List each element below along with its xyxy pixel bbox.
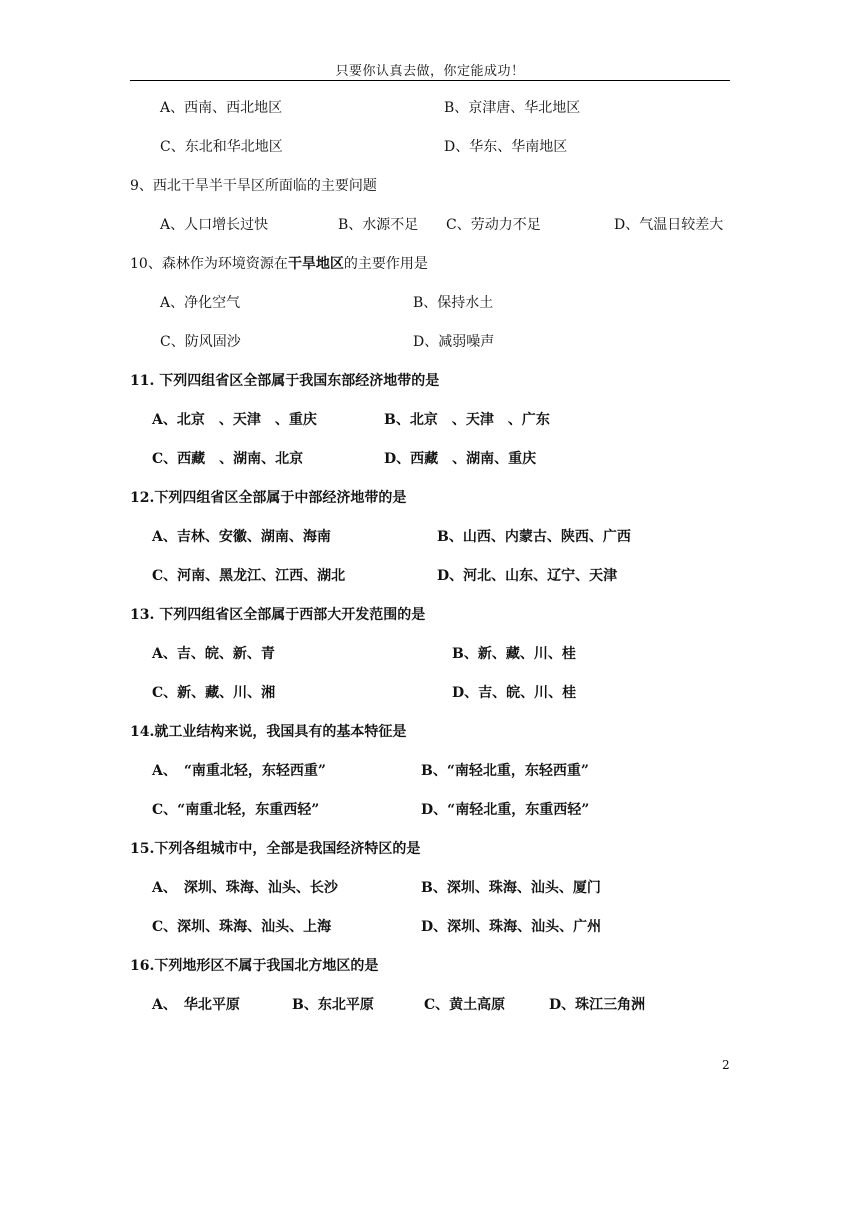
q14-option-b: B、“南轻北重，东轻西重” xyxy=(421,763,589,779)
q12-option-c: C、河南、黑龙江、江西、湖北 xyxy=(152,568,346,584)
q15-option-d: D、深圳、珠海、汕头、广州 xyxy=(421,919,602,935)
q8-option-c: C、东北和华北地区 xyxy=(160,139,283,155)
page-number: 2 xyxy=(722,1058,730,1072)
q13-stem: 13. 下列四组省区全部属于西部大开发范围的是 xyxy=(130,607,426,623)
q12-option-b: B、山西、内蒙古、陕西、广西 xyxy=(437,529,631,545)
q9-option-b: B、水源不足 xyxy=(338,217,419,233)
q16-option-c: C、黄土高原 xyxy=(424,997,506,1013)
q15-option-a: A、 深圳、珠海、汕头、长沙 xyxy=(152,880,338,896)
q12-option-a: A、吉林、安徽、湖南、海南 xyxy=(152,529,331,545)
q15-option-b: B、深圳、珠海、汕头、厦门 xyxy=(421,880,601,896)
q10-option-c: C、防风固沙 xyxy=(160,334,241,350)
q16-option-a: A、 华北平原 xyxy=(152,997,240,1013)
q14-option-d: D、“南轻北重，东重西轻” xyxy=(421,802,590,818)
q11-option-a: A、北京 、天津 、重庆 xyxy=(152,412,317,428)
q13-option-d: D、吉、皖、川、桂 xyxy=(452,685,577,701)
q10-option-b: B、保持水土 xyxy=(413,295,494,311)
q11-option-d: D、西藏 、湖南、重庆 xyxy=(384,451,537,467)
q16-option-d: D、珠江三角洲 xyxy=(549,997,646,1013)
q13-option-a: A、吉、皖、新、青 xyxy=(152,646,275,662)
q9-stem: 9、西北干旱半干旱区所面临的主要问题 xyxy=(130,178,377,194)
header-divider xyxy=(130,80,730,81)
q16-stem: 16.下列地形区不属于我国北方地区的是 xyxy=(130,958,379,974)
q9-option-d: D、气温日较差大 xyxy=(614,217,724,233)
q16-option-b: B、东北平原 xyxy=(292,997,374,1013)
q14-option-c: C、“南重北轻，东重西轻” xyxy=(152,802,320,818)
q13-option-c: C、新、藏、川、湘 xyxy=(152,685,276,701)
q10-stem-part3: 的主要作用是 xyxy=(343,256,428,272)
q10-option-d: D、减弱噪声 xyxy=(413,334,495,350)
q9-option-a: A、人口增长过快 xyxy=(160,217,269,233)
q9-option-c: C、劳动力不足 xyxy=(446,217,541,233)
q10-stem-emphasis: 干旱地区 xyxy=(287,256,344,272)
q12-stem: 12.下列四组省区全部属于中部经济地带的是 xyxy=(130,490,407,506)
q8-option-a: A、西南、西北地区 xyxy=(160,100,283,116)
q11-option-c: C、西藏 、湖南、北京 xyxy=(152,451,304,467)
q8-option-b: B、京津唐、华北地区 xyxy=(444,100,581,116)
q15-option-c: C、深圳、珠海、汕头、上海 xyxy=(152,919,332,935)
q10-option-a: A、净化空气 xyxy=(160,295,241,311)
q14-stem: 14.就工业结构来说，我国具有的基本特征是 xyxy=(130,724,407,740)
q12-option-d: D、河北、山东、辽宁、天津 xyxy=(437,568,618,584)
q13-option-b: B、新、藏、川、桂 xyxy=(452,646,576,662)
q11-option-b: B、北京 、天津 、广东 xyxy=(384,412,550,428)
page-header-motto: 只要你认真去做，你定能成功！ xyxy=(335,64,525,79)
q10-stem-part1: 10、森林作为环境资源在 xyxy=(130,256,288,272)
q15-stem: 15.下列各组城市中，全部是我国经济特区的是 xyxy=(130,841,421,857)
q10-stem xyxy=(130,255,428,273)
q14-option-a: A、 “南重北轻，东轻西重” xyxy=(152,763,326,779)
q8-option-d: D、华东、华南地区 xyxy=(444,139,568,155)
q11-stem: 11. 下列四组省区全部属于我国东部经济地带的是 xyxy=(130,373,440,389)
